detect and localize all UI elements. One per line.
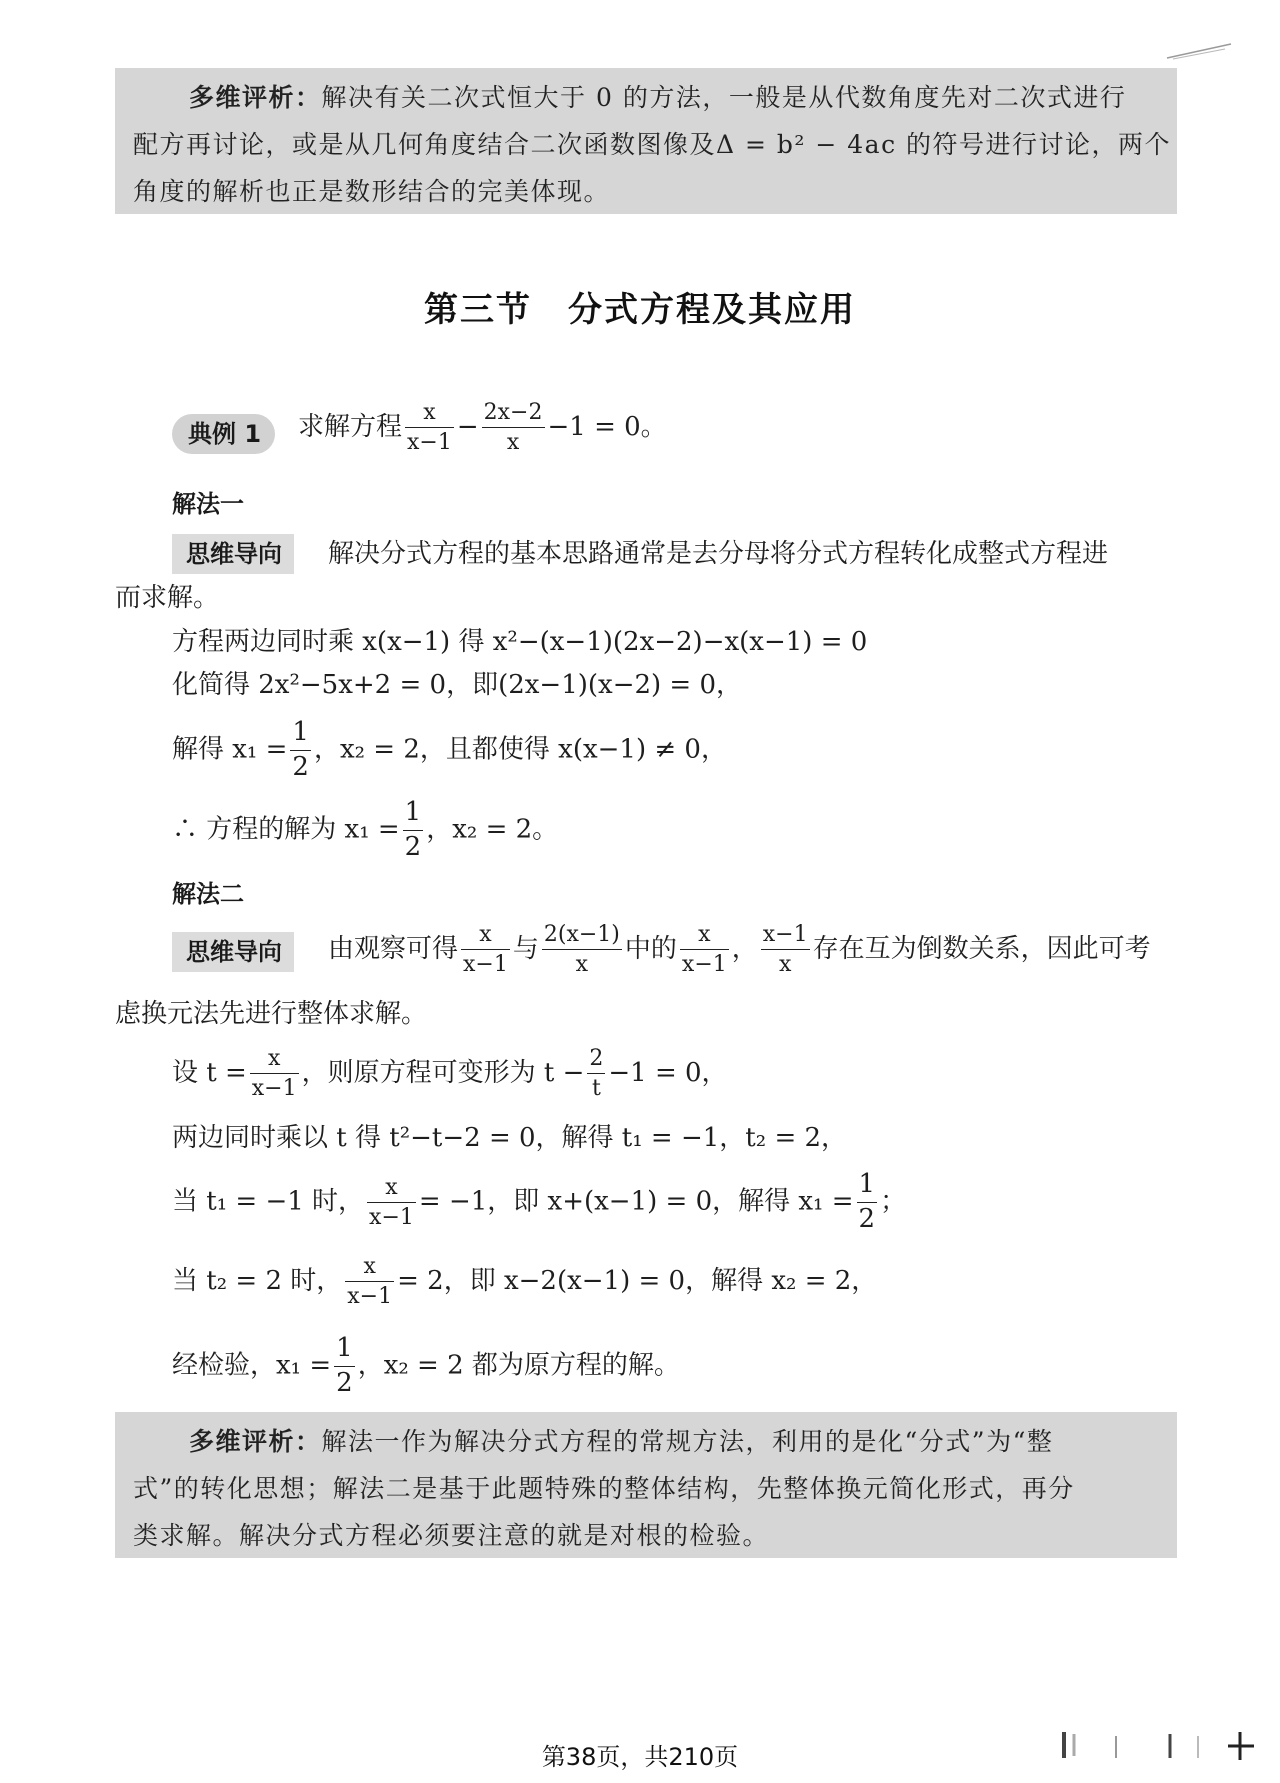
fraction: $\frac{1}{2}$	[336, 1333, 353, 1398]
example-badge: 典例 1	[172, 414, 275, 454]
fraction: $\frac{x}{x-1}$	[347, 1254, 393, 1310]
example-equation: 求解方程 $\frac{x}{x-1}$ − $\frac{2x-2}{x}$ −1 = 0。	[298, 400, 667, 456]
fraction: $\frac{2}{t}$	[589, 1046, 604, 1102]
scan-edge-marks	[1058, 1728, 1258, 1764]
fraction: $\frac{1}{2}$	[404, 797, 422, 862]
commentary-line: 式”的转化思想；解法二是基于此题特殊的整体结构，先整体换元简化形式，再分	[133, 1474, 1075, 1503]
solution-step: 当 t₂ = 2 时， $\frac{x}{x-1}$ = 2，即 x−2(x−1) = 0，解得 x₂ = 2，	[172, 1254, 878, 1310]
fraction: $\frac{x}{x-1}$	[681, 922, 727, 978]
method-heading: 解法一	[172, 490, 244, 518]
guide-text: 虑换元法先进行整体求解。	[115, 999, 428, 1029]
fraction: $\frac{x}{x-1}$	[463, 922, 508, 978]
guide-text: 而求解。	[115, 583, 220, 613]
fraction: $\frac{x}{x-1}$	[251, 1046, 297, 1102]
solution-step: 当 t₁ = −1 时， $\frac{x}{x-1}$ = −1，即 x+(x−1) = 0，解得 x₁ = $\frac{1}{2}$ ；	[172, 1169, 907, 1234]
solution-step: 设 t = $\frac{x}{x-1}$ ，则原方程可变形为 t − $\frac{2}{t}$ −1 = 0，	[172, 1046, 728, 1102]
fraction: $\frac{1}{2}$	[292, 717, 309, 782]
commentary-box-bottom	[115, 1412, 1177, 1558]
solution-step: 两边同时乘以 t 得 t²−t−2 = 0，解得 t₁ = −1，t₂ = 2，	[172, 1123, 848, 1153]
solution-step: 方程两边同时乘 x(x−1) 得 x²−(x−1)(2x−2)−x(x−1) = 0	[172, 627, 868, 657]
commentary-label: 多维评析：	[189, 1427, 322, 1456]
fraction: $\frac{2x-2}{x}$	[483, 400, 543, 456]
solution-step: 解得 x₁ = $\frac{1}{2}$ ，x₂ = 2，且都使得 x(x−1) ≠ 0，	[172, 717, 727, 782]
commentary-line: 配方再讨论，或是从几何角度结合二次函数图像及Δ = b² − 4ac 的符号进行讨论，两个	[133, 130, 1172, 159]
fraction: $\frac{2(x-1)}{x}$	[543, 922, 620, 978]
page-number: 第38页，共210页	[541, 1743, 739, 1771]
guide-text: 由观察可得 $\frac{x}{x-1}$ 与 $\frac{2(x-1)}{x}$ 中的 $\frac{x}{x-1}$ ， $\frac{x-1}{x}$ 存在互为倒数关系，因此可考	[328, 922, 1151, 978]
guide-text: 解决分式方程的基本思路通常是去分母将分式方程转化成整式方程进	[328, 539, 1109, 569]
commentary-line: 多维评析：解法一作为解决分式方程的常规方法，利用的是化“分式”为“整	[189, 1427, 1054, 1456]
commentary-line: 角度的解析也正是数形结合的完美体现。	[133, 177, 611, 206]
section-title: 第三节 分式方程及其应用	[424, 290, 856, 330]
solution-step: 化简得 2x²−5x+2 = 0，即(2x−1)(x−2) = 0，	[172, 670, 743, 700]
fraction: $\frac{x}{x-1}$	[369, 1174, 414, 1230]
guide-tag: 思维导向	[172, 534, 294, 574]
commentary-box-top	[115, 68, 1177, 214]
commentary-line: 多维评析：解决有关二次式恒大于 0 的方法，一般是从代数角度先对二次式进行	[189, 83, 1127, 112]
fraction: $\frac{x}{x-1}$	[407, 400, 452, 456]
method-heading: 解法二	[172, 880, 244, 908]
discriminant-formula: Δ = b² − 4ac	[716, 130, 897, 159]
guide-tag: 思维导向	[172, 932, 294, 972]
solution-step: 经检验，x₁ = $\frac{1}{2}$ ，x₂ = 2 都为原方程的解。	[172, 1333, 680, 1398]
commentary-label: 多维评析：	[189, 83, 322, 112]
fraction: $\frac{1}{2}$	[858, 1169, 876, 1234]
commentary-line: 类求解。解决分式方程必须要注意的就是对根的检验。	[133, 1521, 770, 1550]
fraction: $\frac{x-1}{x}$	[762, 922, 808, 978]
scan-pen-mark	[1165, 40, 1235, 62]
solution-step: ∴ 方程的解为 x₁ = $\frac{1}{2}$ ，x₂ = 2。	[172, 797, 559, 862]
